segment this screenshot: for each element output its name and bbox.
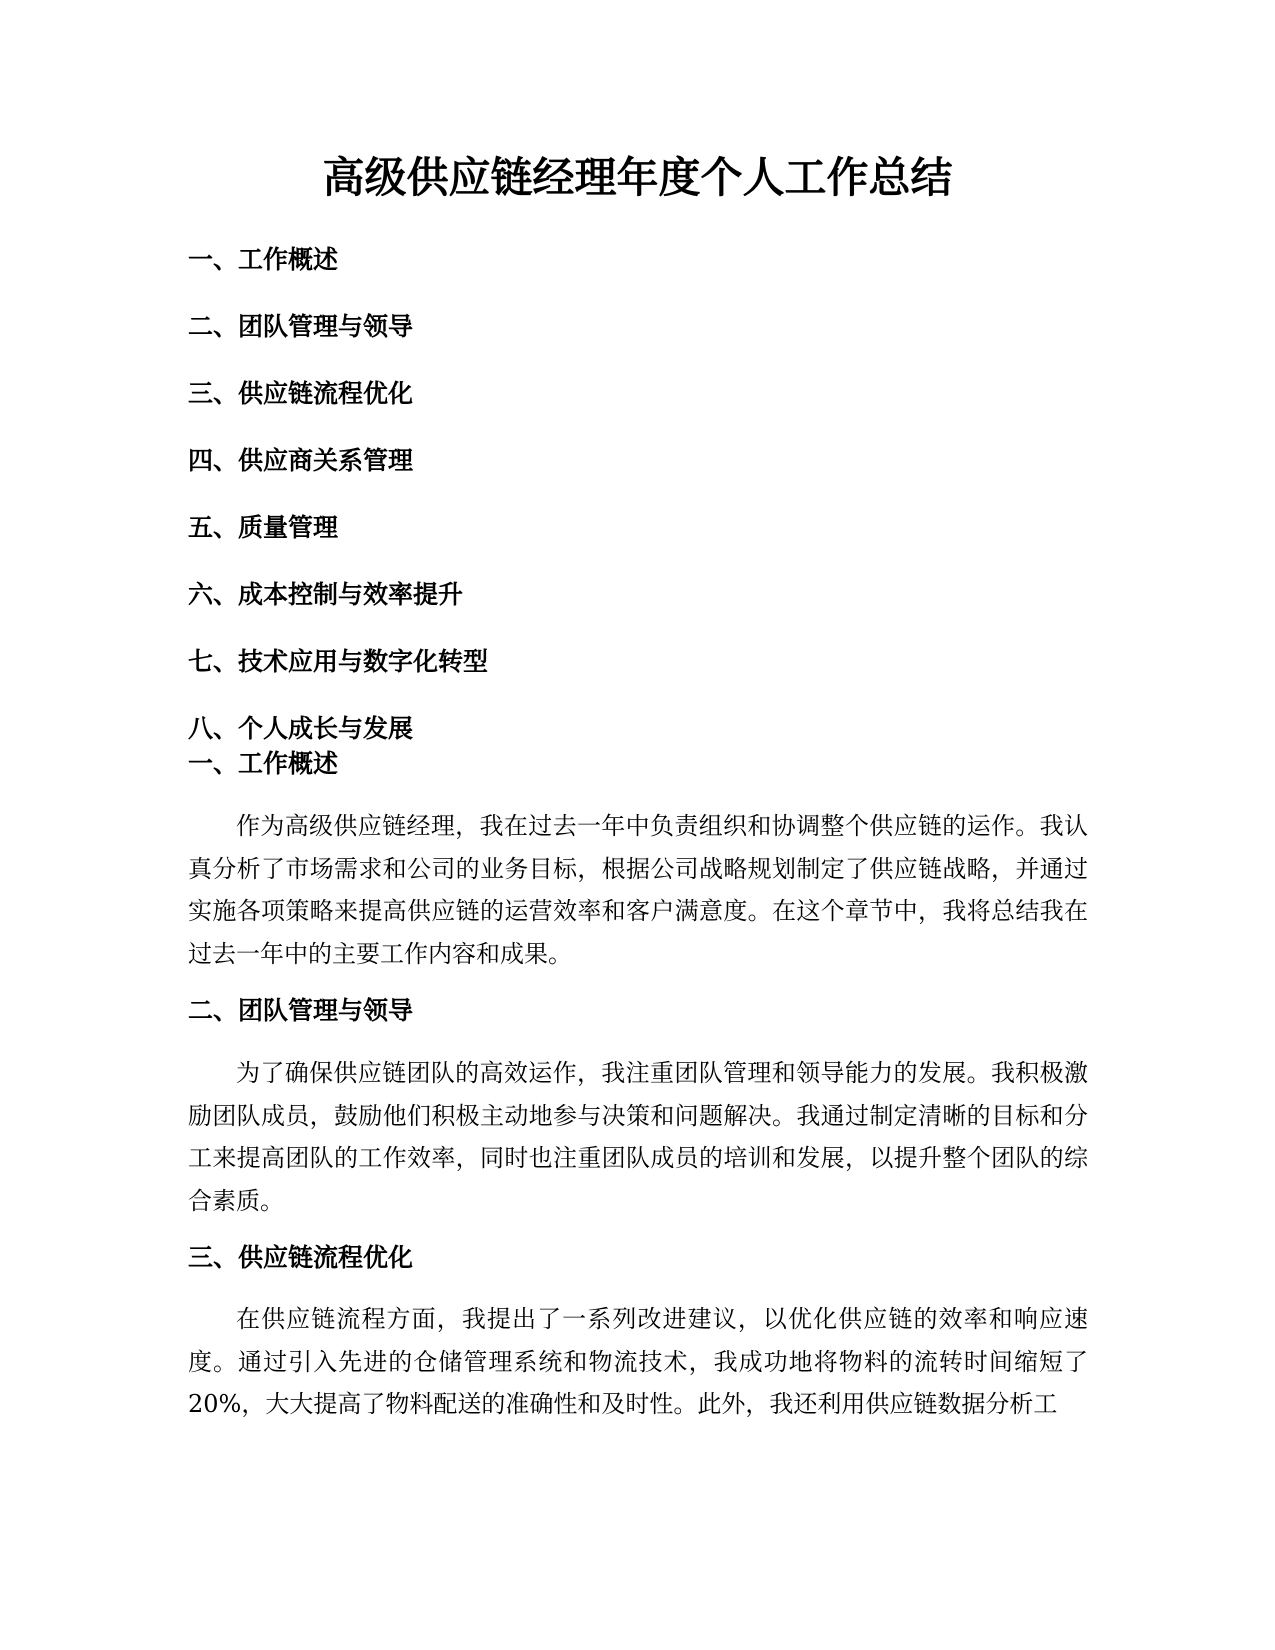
section-paragraph: 为了确保供应链团队的高效运作，我注重团队管理和领导能力的发展。我积极激励团队成员，鼓励他们积极主动地参与决策和问题解决。我通过制定清晰的目标和分工来提高团队的工作效率，同时也注重团队成员的培训和发展，以提升整个团队的综合素质。	[188, 1059, 1088, 1215]
section-heading: 二、团队管理与领导	[188, 996, 414, 1025]
toc-item: 八、个人成长与发展	[188, 714, 414, 743]
section-paragraph: 在供应链流程方面，我提出了一系列改进建议，以优化供应链的效率和响应速度。通过引入先进的仓储管理系统和物流技术，我成功地将物料的流转时间缩短了20%，大大提高了物料配送的准确性和及时性。此外，我还利用供应链数据分析工	[188, 1305, 1088, 1418]
document-title: 高级供应链经理年度个人工作总结	[322, 153, 953, 202]
toc-item: 七、技术应用与数字化转型	[188, 647, 489, 676]
table-of-contents	[188, 240, 1088, 776]
section-paragraph: 作为高级供应链经理，我在过去一年中负责组织和协调整个供应链的运作。我认真分析了市场需求和公司的业务目标，根据公司战略规划制定了供应链战略，并通过实施各项策略来提高供应链的运营效率和客户满意度。在这个章节中，我将总结我在过去一年中的主要工作内容和成果。	[188, 812, 1088, 968]
section-heading: 一、工作概述	[188, 749, 339, 778]
toc-item: 四、供应商关系管理	[188, 446, 414, 475]
toc-item: 一、工作概述	[188, 245, 339, 274]
toc-item: 三、供应链流程优化	[188, 379, 414, 408]
toc-item: 六、成本控制与效率提升	[188, 580, 464, 609]
toc-item: 二、团队管理与领导	[188, 312, 414, 341]
section-heading: 三、供应链流程优化	[188, 1243, 414, 1272]
toc-item: 五、质量管理	[188, 513, 339, 542]
